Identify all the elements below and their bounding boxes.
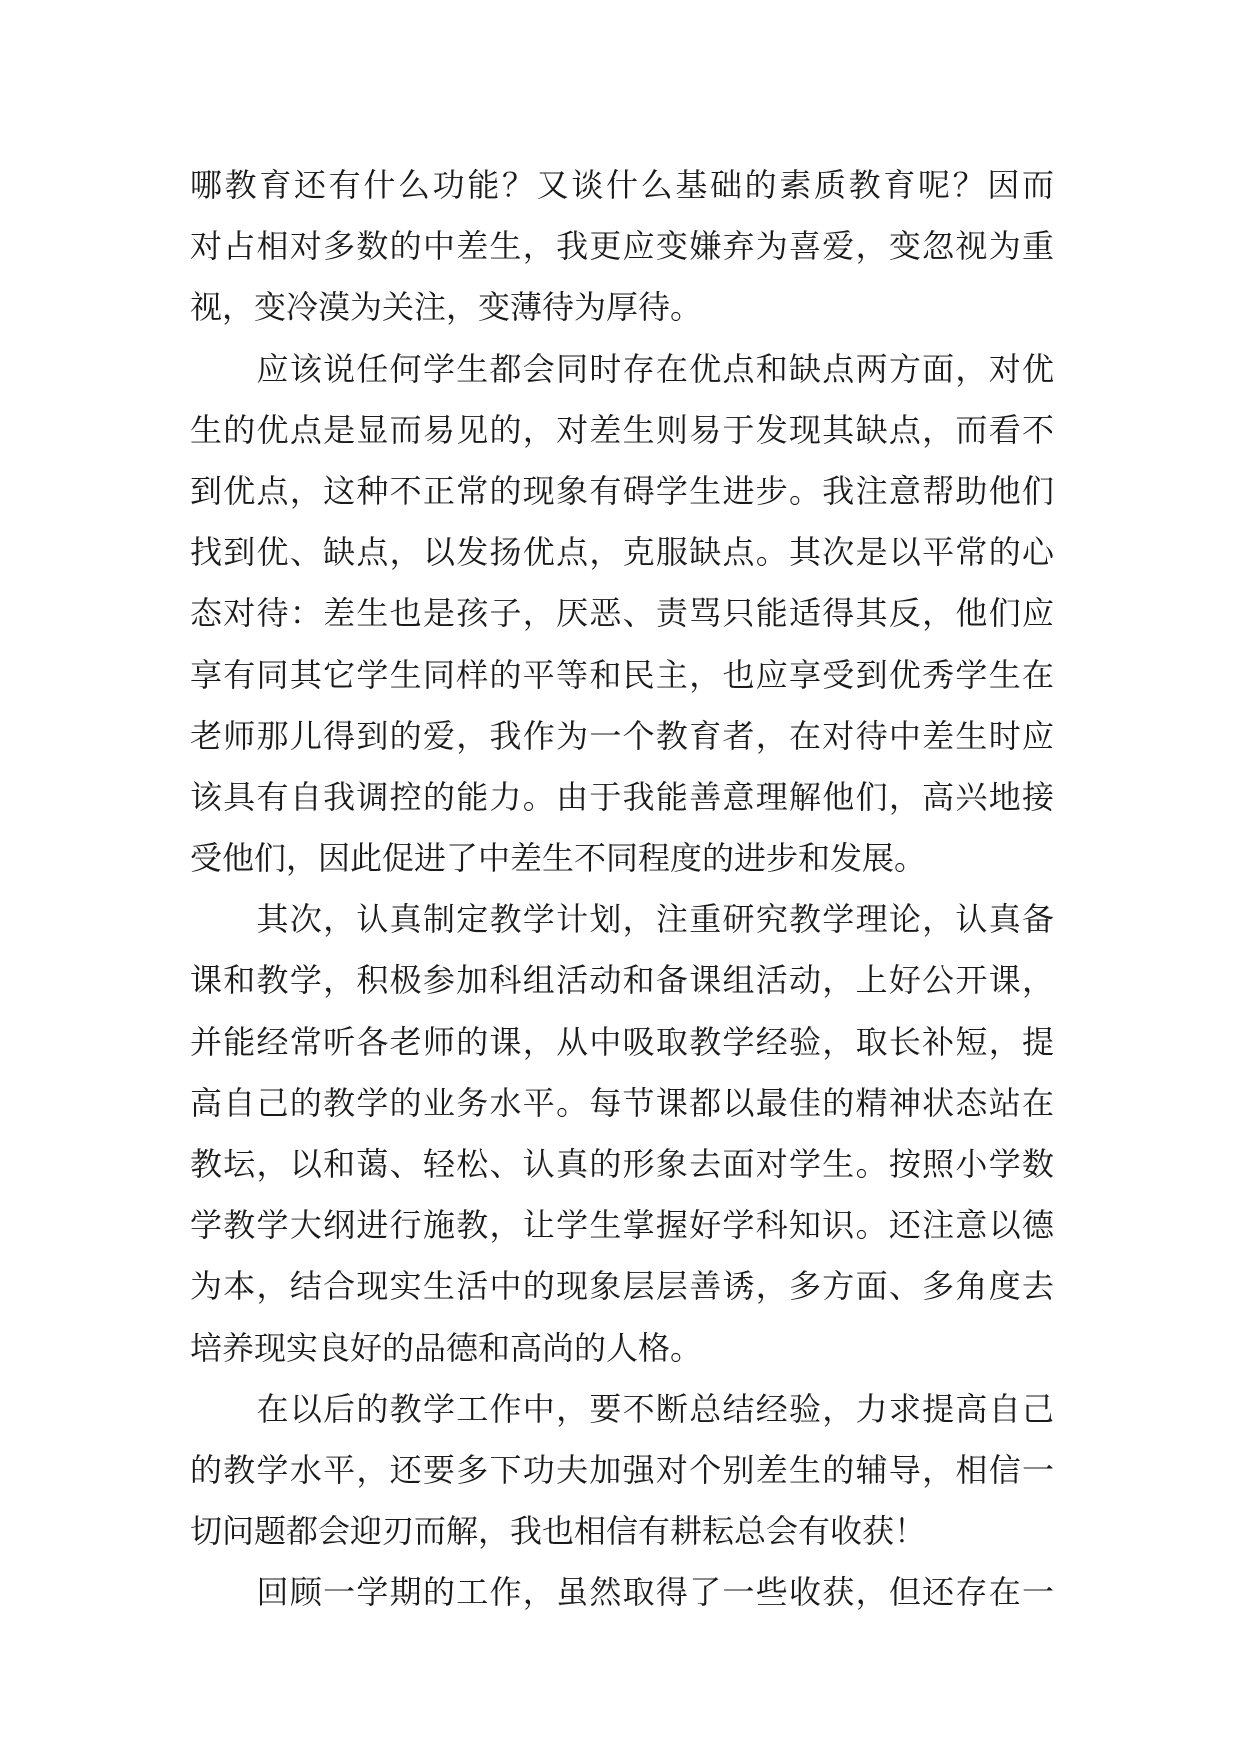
text-line: 学教学大纲进行施教，让学生掌握好学科知识。还注意以德 [190,1206,1054,1245]
text-line: 在以后的教学工作中，要不断总结经验，力求提高自己 [190,1389,1054,1428]
text-line: 视，变冷漠为关注，变薄待为厚待。 [190,288,703,327]
paragraph [190,889,1054,1379]
text-line: 哪教育还有什么功能？又谈什么基础的素质教育呢？因而 [190,166,1054,204]
text-line: 为本，结合现实生活中的现象层层善诱，多方面、多角度去 [190,1267,1054,1306]
text-line: 老师那儿得到的爱，我作为一个教育者，在对待中差生时应 [190,716,1054,755]
text-line: 对占相对多数的中差生，我更应变嫌弃为喜爱，变忽视为重 [190,227,1054,266]
document-body [190,155,1054,1624]
paragraph [190,1562,1054,1623]
paragraph [190,155,1054,339]
paragraph [190,1379,1054,1563]
text-line: 生的优点是显而易见的，对差生则易于发现其缺点，而看不 [190,410,1054,449]
text-line: 找到优、缺点，以发扬优点，克服缺点。其次是以平常的心 [190,533,1054,572]
text-line: 到优点，这种不正常的现象有碍学生进步。我注意帮助他们 [190,471,1054,510]
text-line: 高自己的教学的业务水平。每节课都以最佳的精神状态站在 [190,1083,1054,1122]
text-line: 受他们，因此促进了中差生不同程度的进步和发展。 [190,839,927,878]
text-line: 并能经常听各老师的课，从中吸取教学经验，取长补短，提 [190,1022,1054,1061]
text-line: 应该说任何学生都会同时存在优点和缺点两方面，对优 [190,349,1054,388]
text-line: 其次，认真制定教学计划，注重研究教学理论，认真备 [190,900,1054,939]
text-line: 教坛，以和蔼、轻松、认真的形象去面对学生。按照小学数 [190,1145,1054,1183]
text-line: 享有同其它学生同样的平等和民主，也应享受到优秀学生在 [190,655,1054,694]
text-line: 切问题都会迎刃而解，我也相信有耕耘总会有收获！ [190,1512,927,1551]
text-line: 培养现实良好的品德和高尚的人格。 [190,1328,703,1367]
text-line: 态对待：差生也是孩子，厌恶、责骂只能适得其反，他们应 [190,594,1054,633]
text-line: 的教学水平，还要多下功夫加强对个别差生的辅导，相信一 [190,1450,1054,1489]
text-line: 该具有自我调控的能力。由于我能善意理解他们，高兴地接 [190,777,1054,816]
paragraph [190,339,1054,890]
text-line: 回顾一学期的工作，虽然取得了一些收获，但还存在一 [190,1573,1054,1612]
text-line: 课和教学，积极参加科组活动和备课组活动，上好公开课， [190,961,1054,1000]
